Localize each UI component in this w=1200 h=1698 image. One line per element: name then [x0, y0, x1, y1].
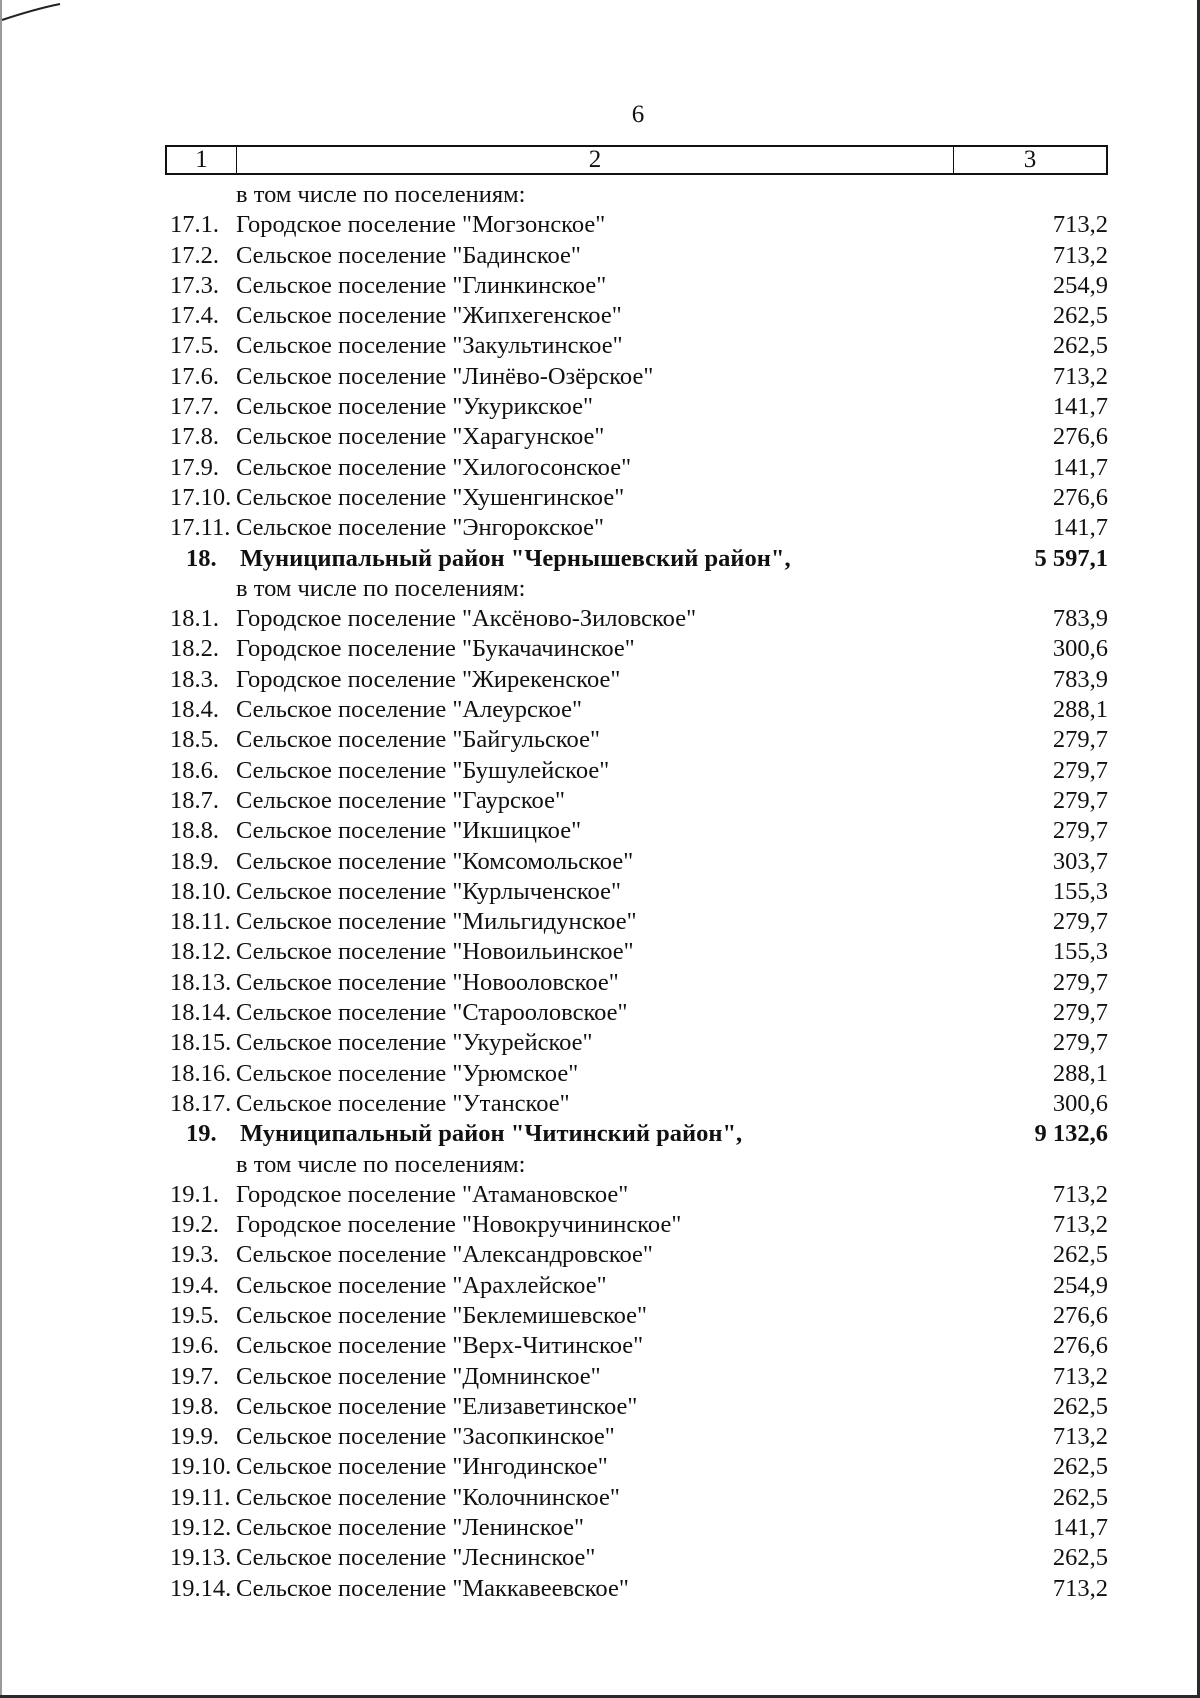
row-name: Сельское поселение "Домнинское"	[236, 1362, 601, 1390]
row-number: 17.4.	[170, 302, 219, 330]
row-number: 18.11.	[170, 908, 231, 936]
row-value: 262,5	[1052, 1544, 1108, 1572]
table-row	[165, 1574, 1108, 1604]
row-name: Сельское поселение "Ингодинское"	[236, 1453, 608, 1481]
table-row	[165, 331, 1108, 361]
row-name: в том числе по поселениям:	[236, 1150, 526, 1178]
row-name: Сельское поселение "Урюмское"	[236, 1059, 579, 1087]
row-value: 262,5	[1052, 1453, 1108, 1481]
row-value: 9 132,6	[1034, 1120, 1108, 1148]
row-number: 18.17.	[170, 1089, 232, 1117]
row-number: 18.1.	[170, 605, 219, 633]
row-value: 279,7	[1052, 1029, 1108, 1057]
table-row	[165, 1089, 1108, 1119]
table-row	[165, 1513, 1108, 1543]
row-name: Сельское поселение "Маккавеевское"	[236, 1574, 629, 1602]
row-number: 18.7.	[170, 786, 219, 814]
row-number: 19.6.	[170, 1332, 219, 1360]
row-name: Сельское поселение "Верх-Читинское"	[236, 1332, 644, 1360]
row-number: 19.12.	[170, 1514, 232, 1542]
row-value: 713,2	[1052, 1423, 1108, 1451]
row-number: 17.5.	[170, 332, 219, 360]
table-row	[165, 1452, 1108, 1482]
table-row	[165, 877, 1108, 907]
row-name: Сельское поселение "Глинкинское"	[236, 271, 607, 299]
row-value: 262,5	[1052, 332, 1108, 360]
subheading-row	[165, 1150, 1108, 1180]
row-name: Сельское поселение "Харагунское"	[236, 423, 605, 451]
row-name: Сельское поселение "Энгорокское"	[236, 514, 605, 542]
row-name: Сельское поселение "Арахлейское"	[236, 1271, 607, 1299]
row-value: 262,5	[1052, 302, 1108, 330]
table-row	[165, 665, 1108, 695]
table-row	[165, 695, 1108, 725]
table-row	[165, 513, 1108, 543]
row-number: 17.3.	[170, 271, 219, 299]
table-row	[165, 453, 1108, 483]
table-row	[165, 786, 1108, 816]
row-value: 300,6	[1052, 635, 1108, 663]
row-number: 18.5.	[170, 726, 219, 754]
row-value: 254,9	[1052, 271, 1108, 299]
row-number: 18.12.	[170, 938, 232, 966]
table-row	[165, 1422, 1108, 1452]
row-value: 279,7	[1052, 786, 1108, 814]
row-name: Сельское поселение "Ленинское"	[236, 1514, 584, 1542]
table-row	[165, 634, 1108, 664]
row-name: Сельское поселение "Колочнинское"	[236, 1483, 620, 1511]
row-name: Сельское поселение "Засопкинское"	[236, 1423, 615, 1451]
row-number: 17.2.	[170, 241, 219, 269]
row-number: 18.8.	[170, 817, 219, 845]
table-row	[165, 907, 1108, 937]
row-name: Сельское поселение "Курлыченское"	[236, 877, 621, 905]
scan-corner-mark	[0, 0, 62, 24]
row-number: 19.5.	[170, 1301, 219, 1329]
row-value: 783,9	[1052, 665, 1108, 693]
row-name: Сельское поселение "Беклемишевское"	[236, 1301, 648, 1329]
row-number: 17.8.	[170, 423, 219, 451]
row-name: Сельское поселение "Бадинское"	[236, 241, 581, 269]
header-col-3: 3	[1023, 146, 1037, 173]
row-name: Муниципальный район "Читинский район",	[240, 1120, 743, 1148]
row-number: 18.2.	[170, 635, 219, 663]
row-name: Сельское поселение "Елизаветинское"	[236, 1392, 638, 1420]
row-value: 279,7	[1052, 968, 1108, 996]
row-name: Сельское поселение "Укурикское"	[236, 393, 593, 421]
row-name: Городское поселение "Жирекенское"	[236, 665, 621, 693]
row-number: 17.11.	[170, 514, 231, 542]
row-number: 17.6.	[170, 362, 219, 390]
row-name: Сельское поселение "Алеурское"	[236, 696, 582, 724]
table-row	[165, 968, 1108, 998]
row-value: 713,2	[1052, 1574, 1108, 1602]
row-name: Сельское поселение "Линёво-Озёрское"	[236, 362, 654, 390]
row-value: 288,1	[1052, 1059, 1108, 1087]
table-row	[165, 756, 1108, 786]
row-value: 300,6	[1052, 1089, 1108, 1117]
row-value: 141,7	[1052, 453, 1108, 481]
row-value: 288,1	[1052, 696, 1108, 724]
row-name: Сельское поселение "Икшицкое"	[236, 817, 582, 845]
table-row	[165, 725, 1108, 755]
row-name: Сельское поселение "Новооловское"	[236, 968, 619, 996]
table-row	[165, 1240, 1108, 1270]
row-number: 17.9.	[170, 453, 219, 481]
table-row	[165, 301, 1108, 331]
row-name: Сельское поселение "Укурейское"	[236, 1029, 593, 1057]
row-number: 18.6.	[170, 756, 219, 784]
row-value: 262,5	[1052, 1483, 1108, 1511]
table-row	[165, 1392, 1108, 1422]
row-name: Сельское поселение "Александровское"	[236, 1241, 653, 1269]
row-number: 19.7.	[170, 1362, 219, 1390]
row-value: 783,9	[1052, 605, 1108, 633]
row-name: Сельское поселение "Жипхегенское"	[236, 302, 622, 330]
row-name: Сельское поселение "Старооловское"	[236, 999, 628, 1027]
row-value: 141,7	[1052, 1514, 1108, 1542]
row-value: 5 597,1	[1034, 544, 1108, 572]
row-value: 262,5	[1052, 1241, 1108, 1269]
row-name: Городское поселение "Букачачинское"	[236, 635, 635, 663]
row-name: Сельское поселение "Байгульское"	[236, 726, 600, 754]
row-value: 141,7	[1052, 393, 1108, 421]
row-number: 19.2.	[170, 1211, 219, 1239]
row-name: Сельское поселение "Новоильинское"	[236, 938, 634, 966]
row-name: Сельское поселение "Гаурское"	[236, 786, 565, 814]
table-row	[165, 1483, 1108, 1513]
row-name: Городское поселение "Новокручининское"	[236, 1211, 682, 1239]
row-name: в том числе по поселениям:	[236, 574, 526, 602]
table-row	[165, 1362, 1108, 1392]
table-row	[165, 1301, 1108, 1331]
row-value: 276,6	[1052, 1332, 1108, 1360]
table-row	[165, 392, 1108, 422]
row-name: Сельское поселение "Бушулейское"	[236, 756, 610, 784]
row-number: 19.10.	[170, 1453, 232, 1481]
row-name: Сельское поселение "Утанское"	[236, 1089, 570, 1117]
row-number: 19.9.	[170, 1423, 219, 1451]
table-row	[165, 1543, 1108, 1573]
district-total-row	[165, 544, 1108, 574]
table-row	[165, 816, 1108, 846]
row-number: 18.9.	[170, 847, 219, 875]
row-name: Сельское поселение "Хилогосонское"	[236, 453, 632, 481]
table-row	[165, 422, 1108, 452]
row-name: Сельское поселение "Комсомольское"	[236, 847, 634, 875]
row-number: 17.7.	[170, 393, 219, 421]
row-value: 279,7	[1052, 999, 1108, 1027]
row-value: 713,2	[1052, 1211, 1108, 1239]
row-value: 713,2	[1052, 211, 1108, 239]
row-value: 303,7	[1052, 847, 1108, 875]
row-number: 17.10.	[170, 483, 232, 511]
row-number: 19.3.	[170, 1241, 219, 1269]
row-value: 279,7	[1052, 908, 1108, 936]
row-value: 155,3	[1052, 938, 1108, 966]
table-row	[165, 847, 1108, 877]
header-col-1: 1	[167, 147, 237, 173]
row-number: 19.14.	[170, 1574, 232, 1602]
row-value: 713,2	[1052, 1362, 1108, 1390]
table-row	[165, 1180, 1108, 1210]
row-value: 276,6	[1052, 1301, 1108, 1329]
page-edge-left	[0, 0, 2, 1698]
table-row	[165, 271, 1108, 301]
subheading-row	[165, 180, 1108, 210]
table-row	[165, 604, 1108, 634]
row-name: Городское поселение "Аксёново-Зиловское"	[236, 605, 697, 633]
row-name: Городское поселение "Атамановское"	[236, 1180, 629, 1208]
header-col-2: 2	[237, 147, 954, 173]
row-name: Сельское поселение "Хушенгинское"	[236, 483, 625, 511]
row-value: 279,7	[1052, 817, 1108, 845]
table-row	[165, 362, 1108, 392]
row-value: 279,7	[1052, 726, 1108, 754]
table-row	[165, 1028, 1108, 1058]
row-name: Сельское поселение "Мильгидунское"	[236, 908, 637, 936]
row-value: 279,7	[1052, 756, 1108, 784]
table-row	[165, 483, 1108, 513]
row-number: 18.15.	[170, 1029, 232, 1057]
table-row	[165, 1271, 1108, 1301]
row-number: 19.	[186, 1120, 217, 1148]
table-row	[165, 1210, 1108, 1240]
row-number: 18.13.	[170, 968, 232, 996]
row-value: 254,9	[1052, 1271, 1108, 1299]
table-row	[165, 210, 1108, 240]
row-value: 713,2	[1052, 362, 1108, 390]
subheading-row	[165, 574, 1108, 604]
row-name: Сельское поселение "Леснинское"	[236, 1544, 596, 1572]
row-number: 18.10.	[170, 877, 232, 905]
row-value: 713,2	[1052, 1180, 1108, 1208]
row-name: Городское поселение "Могзонское"	[236, 211, 606, 239]
row-name: Муниципальный район "Чернышевский район",	[240, 544, 791, 572]
table-row	[165, 1331, 1108, 1361]
table-body	[165, 180, 1108, 1604]
row-value: 276,6	[1052, 423, 1108, 451]
page-number: 6	[631, 101, 645, 128]
district-total-row	[165, 1119, 1108, 1149]
row-number: 18.4.	[170, 696, 219, 724]
row-number: 18.14.	[170, 999, 232, 1027]
row-number: 18.3.	[170, 665, 219, 693]
row-value: 276,6	[1052, 483, 1108, 511]
row-value: 155,3	[1052, 877, 1108, 905]
row-name: в том числе по поселениям:	[236, 181, 526, 208]
table-row	[165, 241, 1108, 271]
row-value: 141,7	[1052, 514, 1108, 542]
table-row	[165, 937, 1108, 967]
row-number: 18.	[186, 544, 217, 572]
row-value: 262,5	[1052, 1392, 1108, 1420]
row-number: 19.11.	[170, 1483, 231, 1511]
row-number: 19.13.	[170, 1544, 232, 1572]
table-row	[165, 1059, 1108, 1089]
row-number: 19.4.	[170, 1271, 219, 1299]
row-number: 18.16.	[170, 1059, 232, 1087]
row-number: 17.1.	[170, 211, 219, 239]
row-name: Сельское поселение "Закультинское"	[236, 332, 623, 360]
row-value: 713,2	[1052, 241, 1108, 269]
table-header	[165, 145, 1108, 175]
table-row	[165, 998, 1108, 1028]
row-number: 19.8.	[170, 1392, 219, 1420]
row-number: 19.1.	[170, 1180, 219, 1208]
